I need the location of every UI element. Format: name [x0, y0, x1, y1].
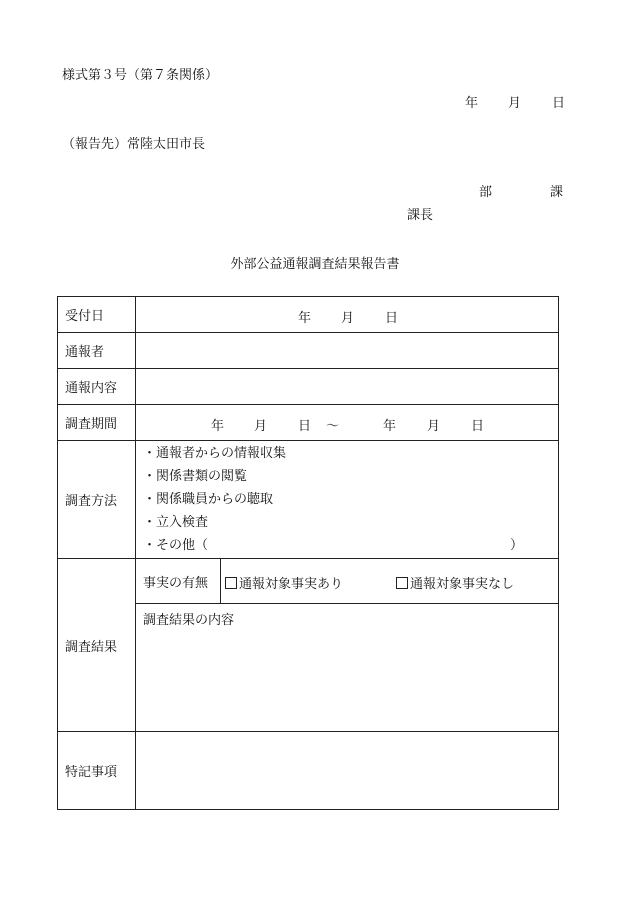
row-received-date — [58, 297, 559, 333]
method-item-other[interactable] — [143, 534, 551, 557]
row-investigation-method — [58, 441, 559, 559]
special-notes-field[interactable] — [136, 732, 559, 810]
fact-options — [221, 559, 559, 604]
date-day: 日 — [552, 96, 566, 111]
investigation-result-label: 調査結果 — [58, 559, 136, 732]
form-number: 様式第３号（第７条関係） — [62, 68, 219, 83]
document-title: 外部公益通報調査結果報告書 — [230, 257, 400, 272]
result-content-label: 調査結果の内容 — [143, 613, 235, 628]
date-year: 年 — [465, 96, 479, 111]
row-reporter — [58, 333, 559, 369]
received-month: 月 — [341, 311, 355, 326]
option-fact-yes[interactable] — [225, 573, 343, 592]
method-item[interactable]: ・立入検査 — [143, 515, 209, 530]
row-investigation-period — [58, 405, 559, 441]
fact-label: 事実の有無 — [136, 559, 221, 604]
investigation-period-label: 調査期間 — [58, 405, 136, 441]
reporter-field[interactable] — [136, 333, 559, 369]
row-special-notes — [58, 732, 559, 810]
received-year: 年 — [298, 311, 312, 326]
investigation-method-label: 調査方法 — [58, 441, 136, 559]
received-date-label: 受付日 — [58, 297, 136, 333]
method-item[interactable]: ・関係職員からの聴取 — [143, 492, 274, 507]
period-day-1: 日 — [298, 419, 312, 434]
report-form-table — [57, 296, 559, 810]
result-content-field[interactable] — [136, 604, 559, 732]
period-month-2: 月 — [427, 419, 441, 434]
reporter-label: 通報者 — [58, 333, 136, 369]
option-no-label: 通報対象事実なし — [410, 577, 515, 592]
investigation-method-field — [136, 441, 559, 559]
method-item[interactable]: ・関係書類の閲覧 — [143, 469, 248, 484]
method-item[interactable]: ・通報者からの情報収集 — [143, 446, 287, 461]
period-year-2: 年 — [383, 419, 397, 434]
date-month: 月 — [508, 96, 522, 111]
method-other-label: ・その他（ — [143, 538, 209, 553]
recipient: （報告先）常陸太田市長 — [62, 137, 206, 152]
report-content-field[interactable] — [136, 369, 559, 405]
report-content-label: 通報内容 — [58, 369, 136, 405]
row-report-content — [58, 369, 559, 405]
sender-department: 部 — [479, 185, 493, 200]
received-date-field[interactable] — [136, 297, 559, 333]
date-line — [0, 92, 630, 111]
investigation-period-field[interactable] — [136, 405, 559, 441]
row-investigation-result-fact — [58, 559, 559, 604]
option-fact-no[interactable] — [396, 573, 514, 592]
period-day-2: 日 — [471, 419, 485, 434]
period-year-1: 年 — [211, 419, 225, 434]
method-other-close: ） — [510, 538, 524, 553]
option-yes-label: 通報対象事実あり — [239, 577, 344, 592]
period-tilde: ～ — [326, 419, 340, 434]
special-notes-label: 特記事項 — [58, 732, 136, 810]
checkbox-icon[interactable] — [225, 577, 237, 589]
sender-section: 課 — [550, 185, 564, 200]
received-day: 日 — [385, 311, 399, 326]
checkbox-icon[interactable] — [396, 577, 408, 589]
sender-chief: 課長 — [407, 208, 434, 223]
period-month-1: 月 — [254, 419, 268, 434]
